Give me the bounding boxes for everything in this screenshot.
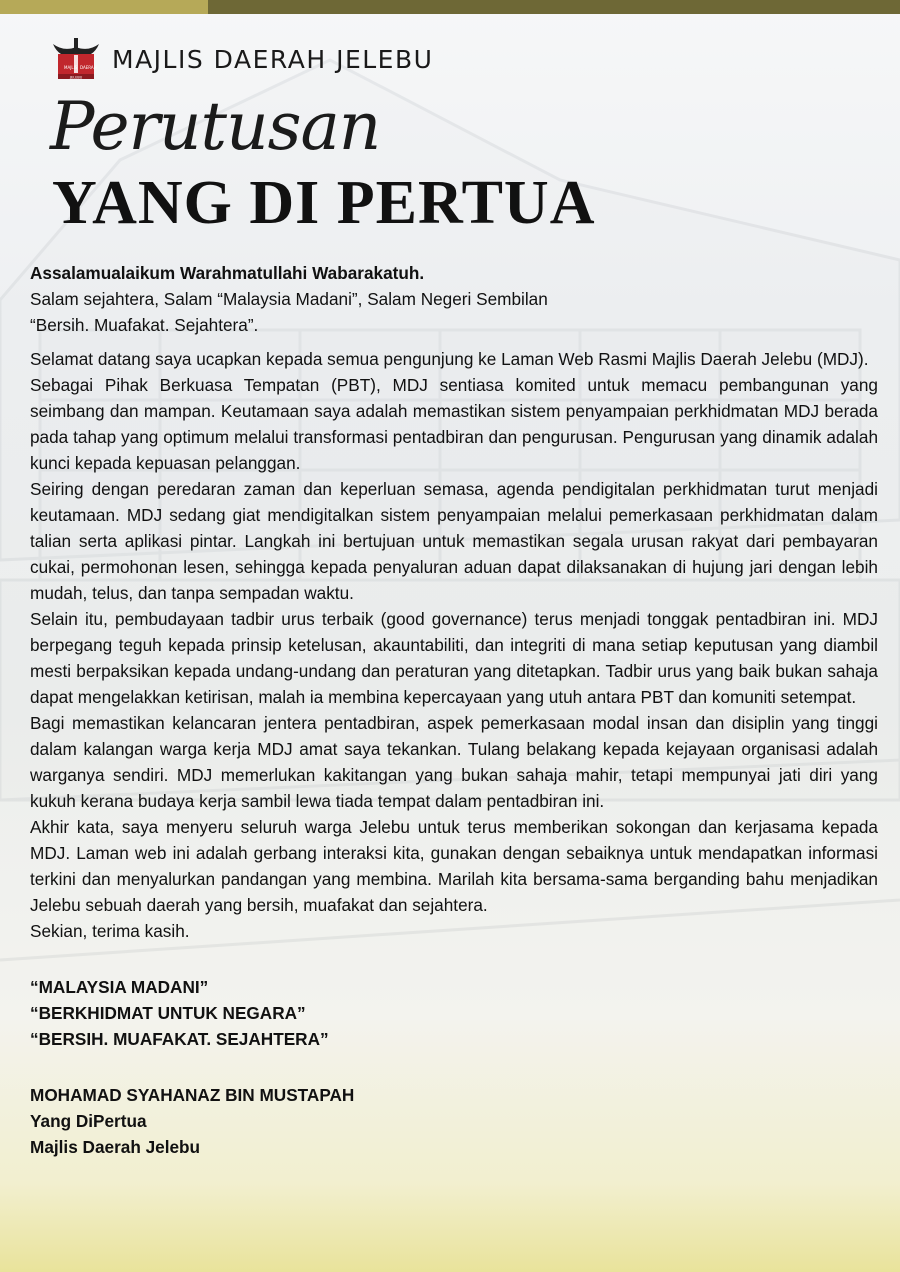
signatory-name: MOHAMAD SYAHANAZ BIN MUSTAPAH: [30, 1085, 355, 1105]
paragraph: Selamat datang saya ucapkan kepada semua pengunjung ke Laman Web Rasmi Majlis Daerah Jelebu (MDJ).: [30, 349, 869, 369]
jelebu-crest-icon: [50, 38, 102, 80]
slogan: “MALAYSIA MADANI”: [30, 977, 209, 997]
top-color-bar: [0, 0, 900, 14]
crest-text-right: DAERAH: [80, 65, 97, 70]
paragraph: Akhir kata, saya menyeru seluruh warga Jelebu untuk terus memberikan sokongan dan kerjasama kepada MDJ. Laman web ini adalah gerbang interaksi kita, gunakan dengan sebaiknya untuk mendapatkan informasi terkini dan menyalurkan pandangan yang membina. Marilah kita bersama-sama berganding bahu menjadikan Jelebu sebuah daerah yang bersih, muafakat dan sejahtera.: [30, 817, 878, 915]
paragraph: Selain itu, pembudayaan tadbir urus terbaik (good governance) terus menjadi tonggak pentadbiran ini. MDJ berpegang teguh kepada prinsip ketelusan, akauntabiliti, dan integriti di mana setiap keputusan yang diambil mesti berpaksikan kepada undang-undang dan peraturan yang ditetapkan. Tadbir urus yang baik bukan sahaja dapat mengelakkan ketirisan, malah ia membina kepercayaan yang utuh antara PBT dan komuniti setempat.: [30, 609, 878, 707]
paragraph: Seiring dengan peredaran zaman dan keperluan semasa, agenda pendigitalan perkhidmatan turut menjadi keutamaan. MDJ sedang giat mendigitalkan sistem penyampaian melalui pemerkasaan perkhidmatan dalam talian serta aplikasi pintar. Langkah ini bertujuan untuk memastikan segala urusan rakyat dari pembayaran cukai, permohonan lesen, sehingga kepada penyaluran aduan dapat dilaksanakan di hujung jari dengan lebih mudah, telus, dan tanpa sempadan waktu.: [30, 479, 878, 603]
crest-text-left: MAJLIS: [64, 65, 78, 70]
signatory-position: Yang DiPertua: [30, 1111, 147, 1131]
signatory-organization: Majlis Daerah Jelebu: [30, 1137, 201, 1157]
top-bar-gold-segment: [0, 0, 208, 14]
salutation-line-1: Salam sejahtera, Salam “Malaysia Madani”, Salam Negeri Sembilan: [30, 289, 548, 309]
top-bar-olive-segment: [208, 0, 900, 14]
org-header: [50, 38, 433, 80]
title-script: Perutusan: [50, 88, 381, 165]
salutation-line-2: “Bersih. Muafakat. Sejahtera”.: [30, 315, 259, 335]
closing: Sekian, terima kasih.: [30, 921, 190, 941]
slogan: “BERKHIDMAT UNTUK NEGARA”: [30, 1003, 306, 1023]
crest-text-bottom: JELEBU: [70, 75, 83, 80]
letter-body: [30, 260, 878, 1160]
slogan: “BERSIH. MUAFAKAT. SEJAHTERA”: [30, 1029, 329, 1049]
paragraph: Bagi memastikan kelancaran jentera pentadbiran, aspek pemerkasaan modal insan dan disiplin yang tinggi dalam kalangan warga kerja MDJ amat saya tekankan. Tulang belakang kepada kejayaan organisasi adalah warganya sendiri. MDJ memerlukan kakitangan yang bukan sahaja mahir, tetapi mempunyai jati diri yang kukuh kerana budaya kerja sambil lewa tiada tempat dalam pentadbiran ini.: [30, 713, 878, 811]
paragraph: Sebagai Pihak Berkuasa Tempatan (PBT), MDJ sentiasa komited untuk memacu pembangunan yang seimbang dan mampan. Keutamaan saya adalah memastikan sistem penyampaian perkhidmatan MDJ berada pada tahap yang optimum melalui transformasi pentadbiran dan pengurusan. Pengurusan yang dinamik adalah kunci kepada kepuasan pelanggan.: [30, 375, 878, 473]
org-name: MAJLIS DAERAH JELEBU: [112, 44, 434, 74]
page-title: YANG DI PERTUA: [52, 169, 596, 237]
greeting: Assalamualaikum Warahmatullahi Wabarakatuh.: [30, 263, 425, 283]
